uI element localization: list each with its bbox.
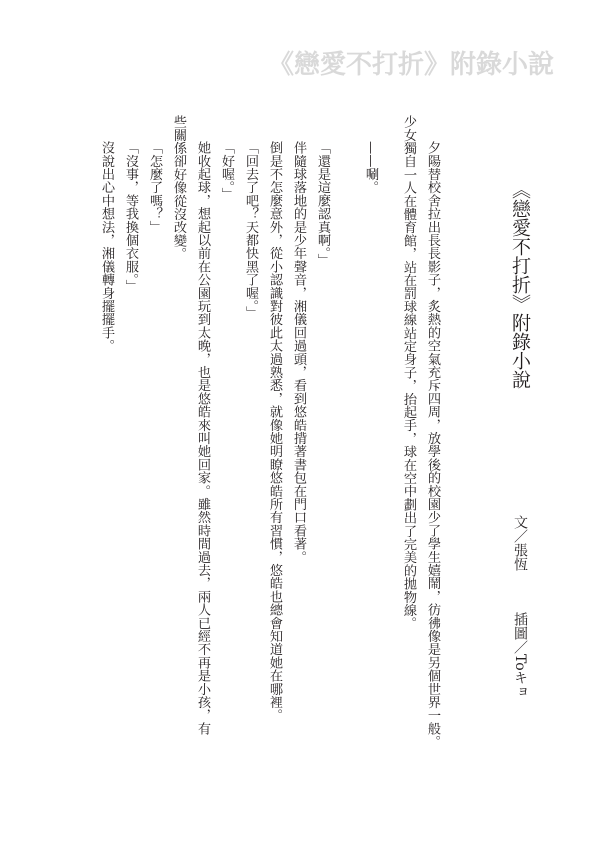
body-line: 沒說出心中想法，湘儀轉身擺擺手。 bbox=[99, 141, 114, 353]
running-header-title: 《戀愛不打折》附錄小說 bbox=[268, 50, 555, 80]
body-line: 她收起球，想起以前在公園玩到太晚，也是悠皓來叫她回家。雖然時間過去，兩人已經不再是小孩，有 bbox=[195, 141, 210, 735]
dialogue-line: 「怎麼了嗎？」 bbox=[147, 141, 162, 234]
story-title: 《戀愛不打折》附錄小說 bbox=[509, 180, 531, 389]
dialogue-line: 「沒事，等我換個衣服。」 bbox=[123, 141, 138, 293]
illustrator-credit: 插圖／Toキョ bbox=[512, 612, 528, 699]
dialogue-line: 「還是這麼認真啊。」 bbox=[315, 141, 330, 267]
dialogue-line: 「好喔。」 bbox=[219, 141, 234, 201]
author-credit: 文／張恆 bbox=[512, 515, 528, 571]
body-line: 倒是不怎麼意外，從小認識對彼此太過熟悉，就像她明瞭悠皓所有習慣，悠皓也總會知道她在哪裡。 bbox=[267, 141, 282, 722]
body-line: 夕陽替校舍拉出長長影子，炙熱的空氣充斥四周，放學後的校園少了學生嬉鬧，彷彿像是另個世界一般。 bbox=[425, 141, 440, 749]
body-line: 伴隨球落地的是少年聲音，湘儀回過頭，看到悠皓揹著書包在門口看著。 bbox=[291, 141, 306, 564]
dialogue-line: 「回去了吧？天都快黑了喔。」 bbox=[243, 141, 258, 320]
body-line: 少女獨自一人在體育館，站在罰球線站定身子，抬起手，球在空中劃出了完美的拋物線。 bbox=[401, 115, 416, 630]
body-line: 些關係卻好像從沒改變。 bbox=[171, 115, 186, 261]
sound-effect-line: ——唰。 bbox=[363, 141, 378, 194]
